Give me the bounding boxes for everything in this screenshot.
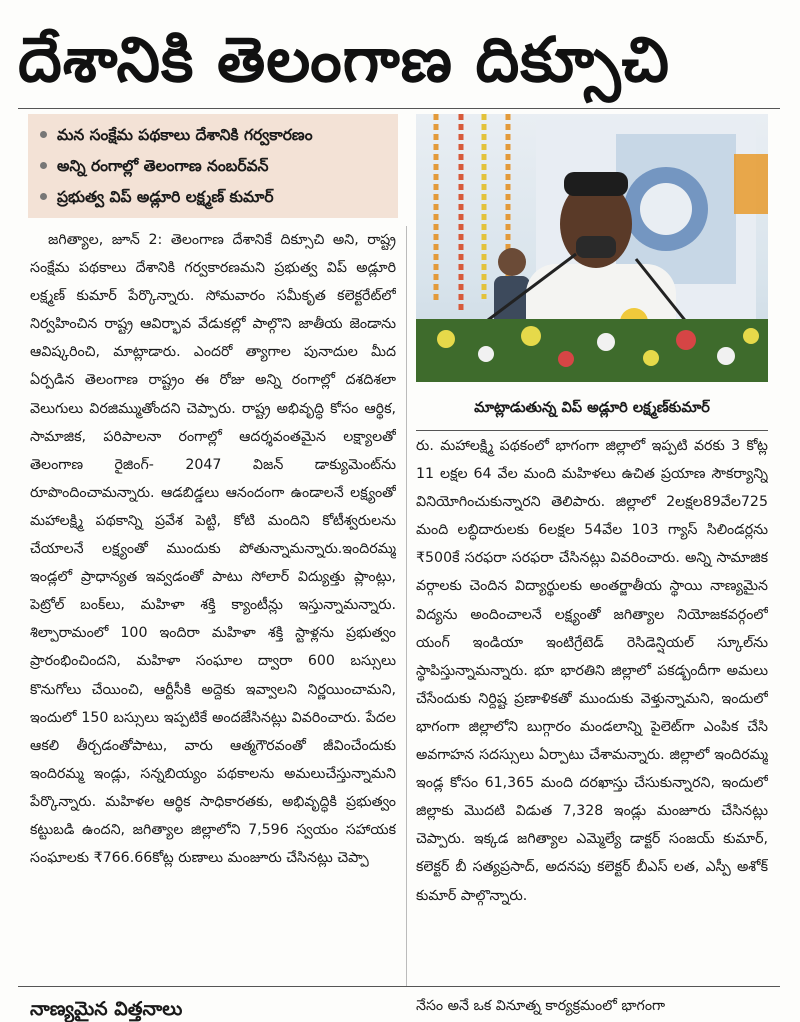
- bottom-rule: [18, 986, 780, 987]
- column-separator: [406, 226, 407, 986]
- article-paragraph: రు. మహాలక్ష్మి పథకంలో భాగంగా జిల్లాలో ఇప్పటి వరకు 3 కోట్ల 11 లక్షల 64 వేల మంది మహిళలు ఉచిత ప్రయాణ సౌకర్యాన్ని వినియోగించుకున్నారని తెలిపారు. జిల్లాలో 2లక్షల89వేల725 మంది లబ్ధిదారులకు 6లక్షల 54వేల 103 గ్యాస్ సిలిండర్లను ₹500కే సరఫరా సరఫరా చేసినట్లు వివరించారు. అన్ని సామాజిక వర్గాలకు చెందిన విద్యార్థులకు అంతర్జాతీయ స్థాయి నాణ్యమైన విద్యను అందించాలనే లక్ష్యంతో జగిత్యాల నియోజకవర్గంలో యంగ్ ఇండియా ఇంటిగ్రేటెడ్ రెసిడెన్షియల్ స్కూల్‌ను స్థాపిస్తున్నామన్నారు. భూ భారతిని జిల్లాలో పకడ్బందీగా అమలు చేసేందుకు నిర్దిష్ట ప్రణాళికతో ముందుకు వెళ్తున్నామని, ఇందులో భాగంగా జిల్లాలోని బుగ్గారం మండలాన్ని పైలెట్‌గా ఎంపిక చేసి అవగాహన సదస్సులు ఏర్పాటు చేశామన్నారు. జిల్లాలో ఇందిరమ్మ ఇండ్ల కోసం 61,365 మంది దరఖాస్తు చేసుకున్నారని, ఇందులో జిల్లాకు మొదటి విడుత 7,328 ఇండ్లు మంజూరు చేసినట్లు చెప్పారు. ఇక్కడ జగిత్యాల ఎమ్మెల్యే డాక్టర్ సంజయ్ కుమార్, కలెక్టర్ బీ సత్యప్రసాద్, అదనపు కలెక్టర్ బీఎస్ లత, ఎస్పీ అశోక్ కుమార్ పాల్గొన్నారు.: [416, 438, 768, 904]
- speaker-photo: [416, 114, 768, 382]
- photo-caption: మాట్లాడుతున్న విప్ అడ్లూరి లక్ష్మణ్‌కుమార్: [474, 400, 710, 416]
- highlight-item: అన్ని రంగాల్లో తెలంగాణ నంబర్‌వన్: [38, 151, 388, 182]
- bullet-icon: [40, 162, 47, 169]
- article-body-right: [416, 432, 768, 972]
- speaker-photo-illustration: [416, 114, 768, 382]
- next-story-snippet: నేసం అనే ఒక వినూత్న కార్యక్రమంలో భాగంగా: [416, 998, 666, 1014]
- article-body-left: [30, 226, 396, 972]
- headline: దేశానికి తెలంగాణ దిక్సూచి: [18, 23, 670, 96]
- highlight-item: ప్రభుత్వ విప్ అడ్లూరి లక్ష్మణ్ కుమార్: [38, 182, 388, 213]
- bullet-icon: [40, 193, 47, 200]
- highlights-box: [28, 114, 398, 218]
- next-story-heading: నాణ్యమైన విత్తనాలు: [30, 998, 183, 1020]
- highlight-item: మన సంక్షేమ పథకాలు దేశానికి గర్వకారణం: [38, 120, 388, 151]
- bullet-icon: [40, 131, 47, 138]
- article-paragraph: జగిత్యాల, జూన్ 2: తెలంగాణ దేశానికే దిక్సూచి అని, రాష్ట్ర సంక్షేమ పథకాలు దేశానికి గర్వకారణమని ప్రభుత్వ విప్ అడ్లూరి లక్ష్మణ్ కుమార్ పేర్కొన్నారు. సోమవారం సమీకృత కలెక్టరేట్‌లో నిర్వహించిన రాష్ట్ర ఆవిర్భావ వేడుకల్లో పాల్గొని జాతీయ జెండాను ఆవిష్కరించి, మాట్లాడారు. ఎందరో త్యాగాల పునాదుల మీద ఏర్పడిన తెలంగాణ రాష్ట్రం ఈ రోజు అన్ని రంగాల్లో దశదిశలా వెలుగులు విరజిమ్ముతోందని చెప్పారు. రాష్ట్ర అభివృద్ధి కోసం ఆర్థిక, సామాజిక, పరిపాలనా రంగాల్లో ఆదర్శవంతమైన లక్ష్యాలతో తెలంగాణ రైజింగ్- 2047 విజన్ డాక్యుమెంట్‌ను రూపొందించామన్నారు. ఆడబిడ్డలు ఆనందంగా ఉండాలనే లక్ష్యంతో మహాలక్ష్మి పథకాన్ని ప్రవేశ పెట్టి, కోటి మందిని కోటీశ్వరులను చేయాలనే లక్ష్యంతో ముందుకు పోతున్నామన్నారు.ఇందిరమ్మ ఇండ్లలో ప్రాధాన్యత ఇవ్వడంతో పాటు సోలార్ విద్యుత్తు ప్లాంట్లు, పెట్రోల్ బంక్‌లు, మహిళా శక్తి క్యాంటీన్లు ఇస్తున్నామన్నారు. శిల్పారామంలో 100 ఇందిరా మహిళా శక్తి స్టాళ్లను ప్రభుత్వం ప్రారంభించిందని, మహిళా సంఘాల ద్వారా 600 బస్సులు కొనుగోలు చేయించి, ఆర్టీసీకి అద్దెకు ఇవ్వాలని నిర్ణయించామని, ఇందులో 150 బస్సులు ఇప్పటికే అందజేసినట్లు వివరించారు. పేదల ఆకలి తీర్చడంతోపాటు, వారు ఆత్మగౌరవంతో జీవించేందుకు ఇందిరమ్మ ఇండ్లు, సన్నబియ్యం పథకాలను అమలుచేస్తున్నామని పేర్కొన్నారు. మహిళల ఆర్థిక సాధికారతకు, అభివృద్ధికి ప్రభుత్వం కట్టుబడి ఉందని, జగిత్యాల జిల్లాలోని 7,596 స్వయం సహాయక సంఘాలకు ₹766.66కోట్ల రుణాలు మంజూరు చేసినట్లు చెప్పా: [30, 232, 396, 867]
- caption-rule: [416, 430, 768, 431]
- headline-rule: [18, 108, 780, 109]
